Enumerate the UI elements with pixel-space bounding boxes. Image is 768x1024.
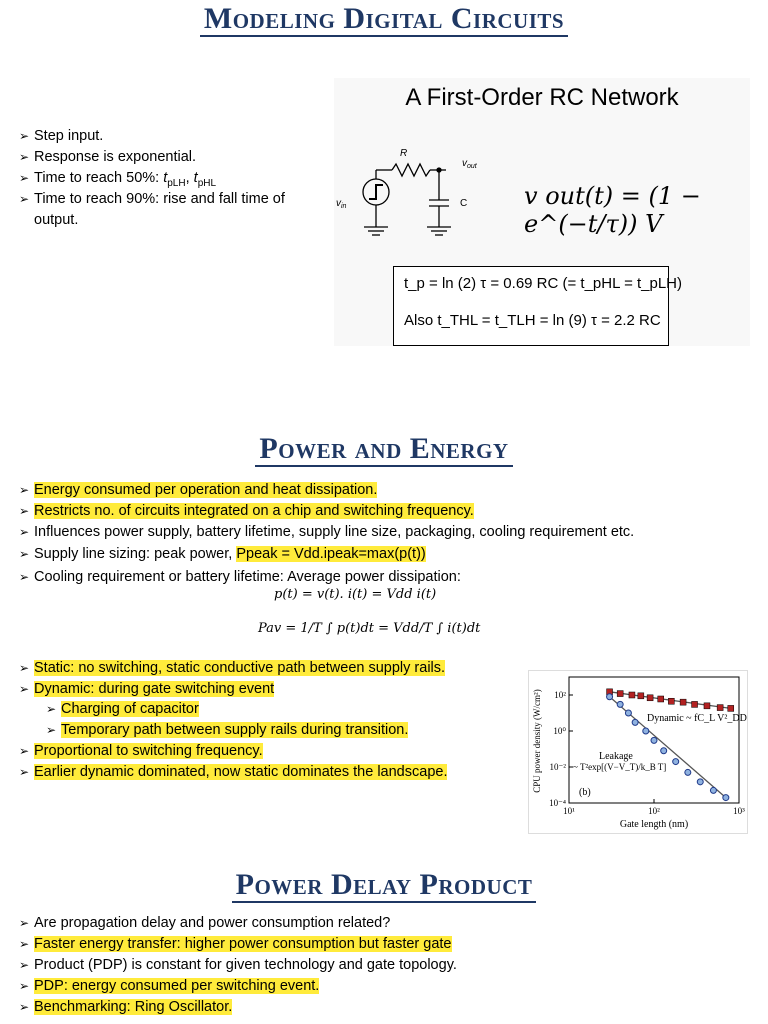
y-tick-label: 10² [554, 690, 566, 700]
section-title-pdp: Power Delay Product [0, 868, 768, 902]
tthl-equation: Also t_THL = t_TLH = ln (9) τ = 2.2 RC [404, 312, 661, 329]
bullet-static: ➢ Static: no switching, static conductive path between supply rails. [19, 660, 446, 676]
panel-label: (b) [579, 787, 591, 798]
delay-equation-box [393, 266, 683, 346]
bullet-pdp-benchmark: ➢ Benchmarking: Ring Oscillator. [19, 999, 233, 1015]
x-tick-label: 10¹ [563, 806, 575, 816]
dynamic-annotation: Dynamic ~ fC_L V²_DD [647, 713, 747, 724]
bullet-response: ➢ Response is exponential. [19, 149, 197, 165]
vout-label: $v_{out}$ [462, 158, 477, 170]
dynamic-point [638, 693, 644, 699]
x-axis-label: Gate length (nm) [619, 819, 689, 830]
vin-label: $v_{in}$ [336, 198, 347, 210]
bullet-earlier-dynamic: ➢ Earlier dynamic dominated, now static dominates the landscape. [19, 764, 448, 780]
bullet-energy: ➢ Energy consumed per operation and heat dissipation. [19, 482, 378, 498]
dynamic-point [658, 696, 664, 702]
bullet-restricts: ➢ Restricts no. of circuits integrated on a chip and switching frequency. [19, 503, 474, 519]
leakage-point [723, 795, 729, 801]
rc-title: A First-Order RC Network [405, 84, 679, 111]
dynamic-point [617, 691, 623, 697]
leakage-point [607, 694, 613, 700]
leakage-point [685, 769, 691, 775]
dynamic-point [704, 703, 710, 709]
y-tick-label: 10⁻⁴ [549, 798, 566, 808]
y-tick-label: 10⁻² [549, 762, 566, 772]
leakage-annotation: Leakage [599, 751, 633, 762]
rc-circuit-diagram [334, 142, 484, 252]
dynamic-point [647, 695, 653, 701]
dynamic-point [629, 692, 635, 698]
leakage-formula: ~ T²exp[(V−V_T)/k_B T] [573, 762, 667, 772]
resistor-label: R [400, 148, 408, 159]
bullet-pdp-constant: ➢ Product (PDP) is constant for given technology and gate topology. [19, 957, 457, 973]
leakage-point [651, 737, 657, 743]
section-title-modeling: Modeling Digital Circuits [0, 2, 768, 36]
tp-equation: t_p = ln (2) τ = 0.69 RC (= t_pHL = t_pLH) [404, 275, 683, 292]
rc-network-figure [334, 78, 750, 346]
bullet-90pct-cont: output. [34, 212, 79, 228]
y-axis-label: CPU power density (W/cm²) [532, 689, 542, 793]
leakage-point [710, 787, 716, 793]
bullet-step-input: ➢ Step input. [19, 128, 104, 144]
bullet-pdp-faster: ➢ Faster energy transfer: higher power consumption but faster gate [19, 936, 452, 952]
bullet-90pct: ➢ Time to reach 90%: rise and fall time of [19, 191, 285, 207]
bullet-temporary-path: ➢ Temporary path between supply rails during transition. [46, 722, 409, 738]
pav-equation: Pav = 1/T ∫ p(t)dt = Vdd/T ∫ i(t)dt [258, 621, 481, 636]
dynamic-point [668, 698, 674, 704]
leakage-point [673, 759, 679, 765]
x-tick-label: 10³ [733, 806, 745, 816]
x-tick-label: 10² [648, 806, 660, 816]
dynamic-point [728, 705, 734, 711]
leakage-point [697, 779, 703, 785]
bullet-influences: ➢ Influences power supply, battery lifetime, supply line size, packaging, cooling requirement etc. [19, 524, 635, 540]
leakage-point [643, 728, 649, 734]
bullet-cooling: ➢ Cooling requirement or battery lifetime: Average power dissipation: [19, 569, 461, 585]
bullet-proportional: ➢ Proportional to switching frequency. [19, 743, 263, 759]
capacitor-label: C [460, 198, 468, 209]
leakage-point [617, 701, 623, 707]
bullet-pdp-related: ➢ Are propagation delay and power consumption related? [19, 915, 391, 931]
dynamic-point [717, 705, 723, 711]
pt-equation: p(t) = v(t). i(t) = Vdd i(t) [274, 587, 437, 602]
dynamic-point [692, 701, 698, 707]
leakage-point [625, 710, 631, 716]
leakage-point [661, 748, 667, 754]
bullet-charging: ➢ Charging of capacitor [46, 701, 199, 717]
bullet-50pct: ➢ Time to reach 50%: $t_{pLH}$, $t_{pHL}$ [19, 170, 217, 189]
vout-equation: v out(t) = (1 − e^(−t/τ)) V [524, 182, 701, 238]
bullet-pdp-energy: ➢ PDP: energy consumed per switching event. [19, 978, 320, 994]
power-density-chart [528, 670, 748, 834]
bullet-dynamic: ➢ Dynamic: during gate switching event [19, 681, 275, 697]
dynamic-point [680, 699, 686, 705]
y-tick-label: 10⁰ [553, 726, 566, 736]
section-title-power: Power and Energy [0, 432, 768, 466]
bullet-supply-sizing: ➢ Supply line sizing: peak power, Ppeak = Vdd.ipeak=max(p(t)) [19, 546, 426, 562]
leakage-point [632, 719, 638, 725]
peak-power-equation: Ppeak = Vdd.ipeak=max(p(t)) [236, 546, 426, 562]
